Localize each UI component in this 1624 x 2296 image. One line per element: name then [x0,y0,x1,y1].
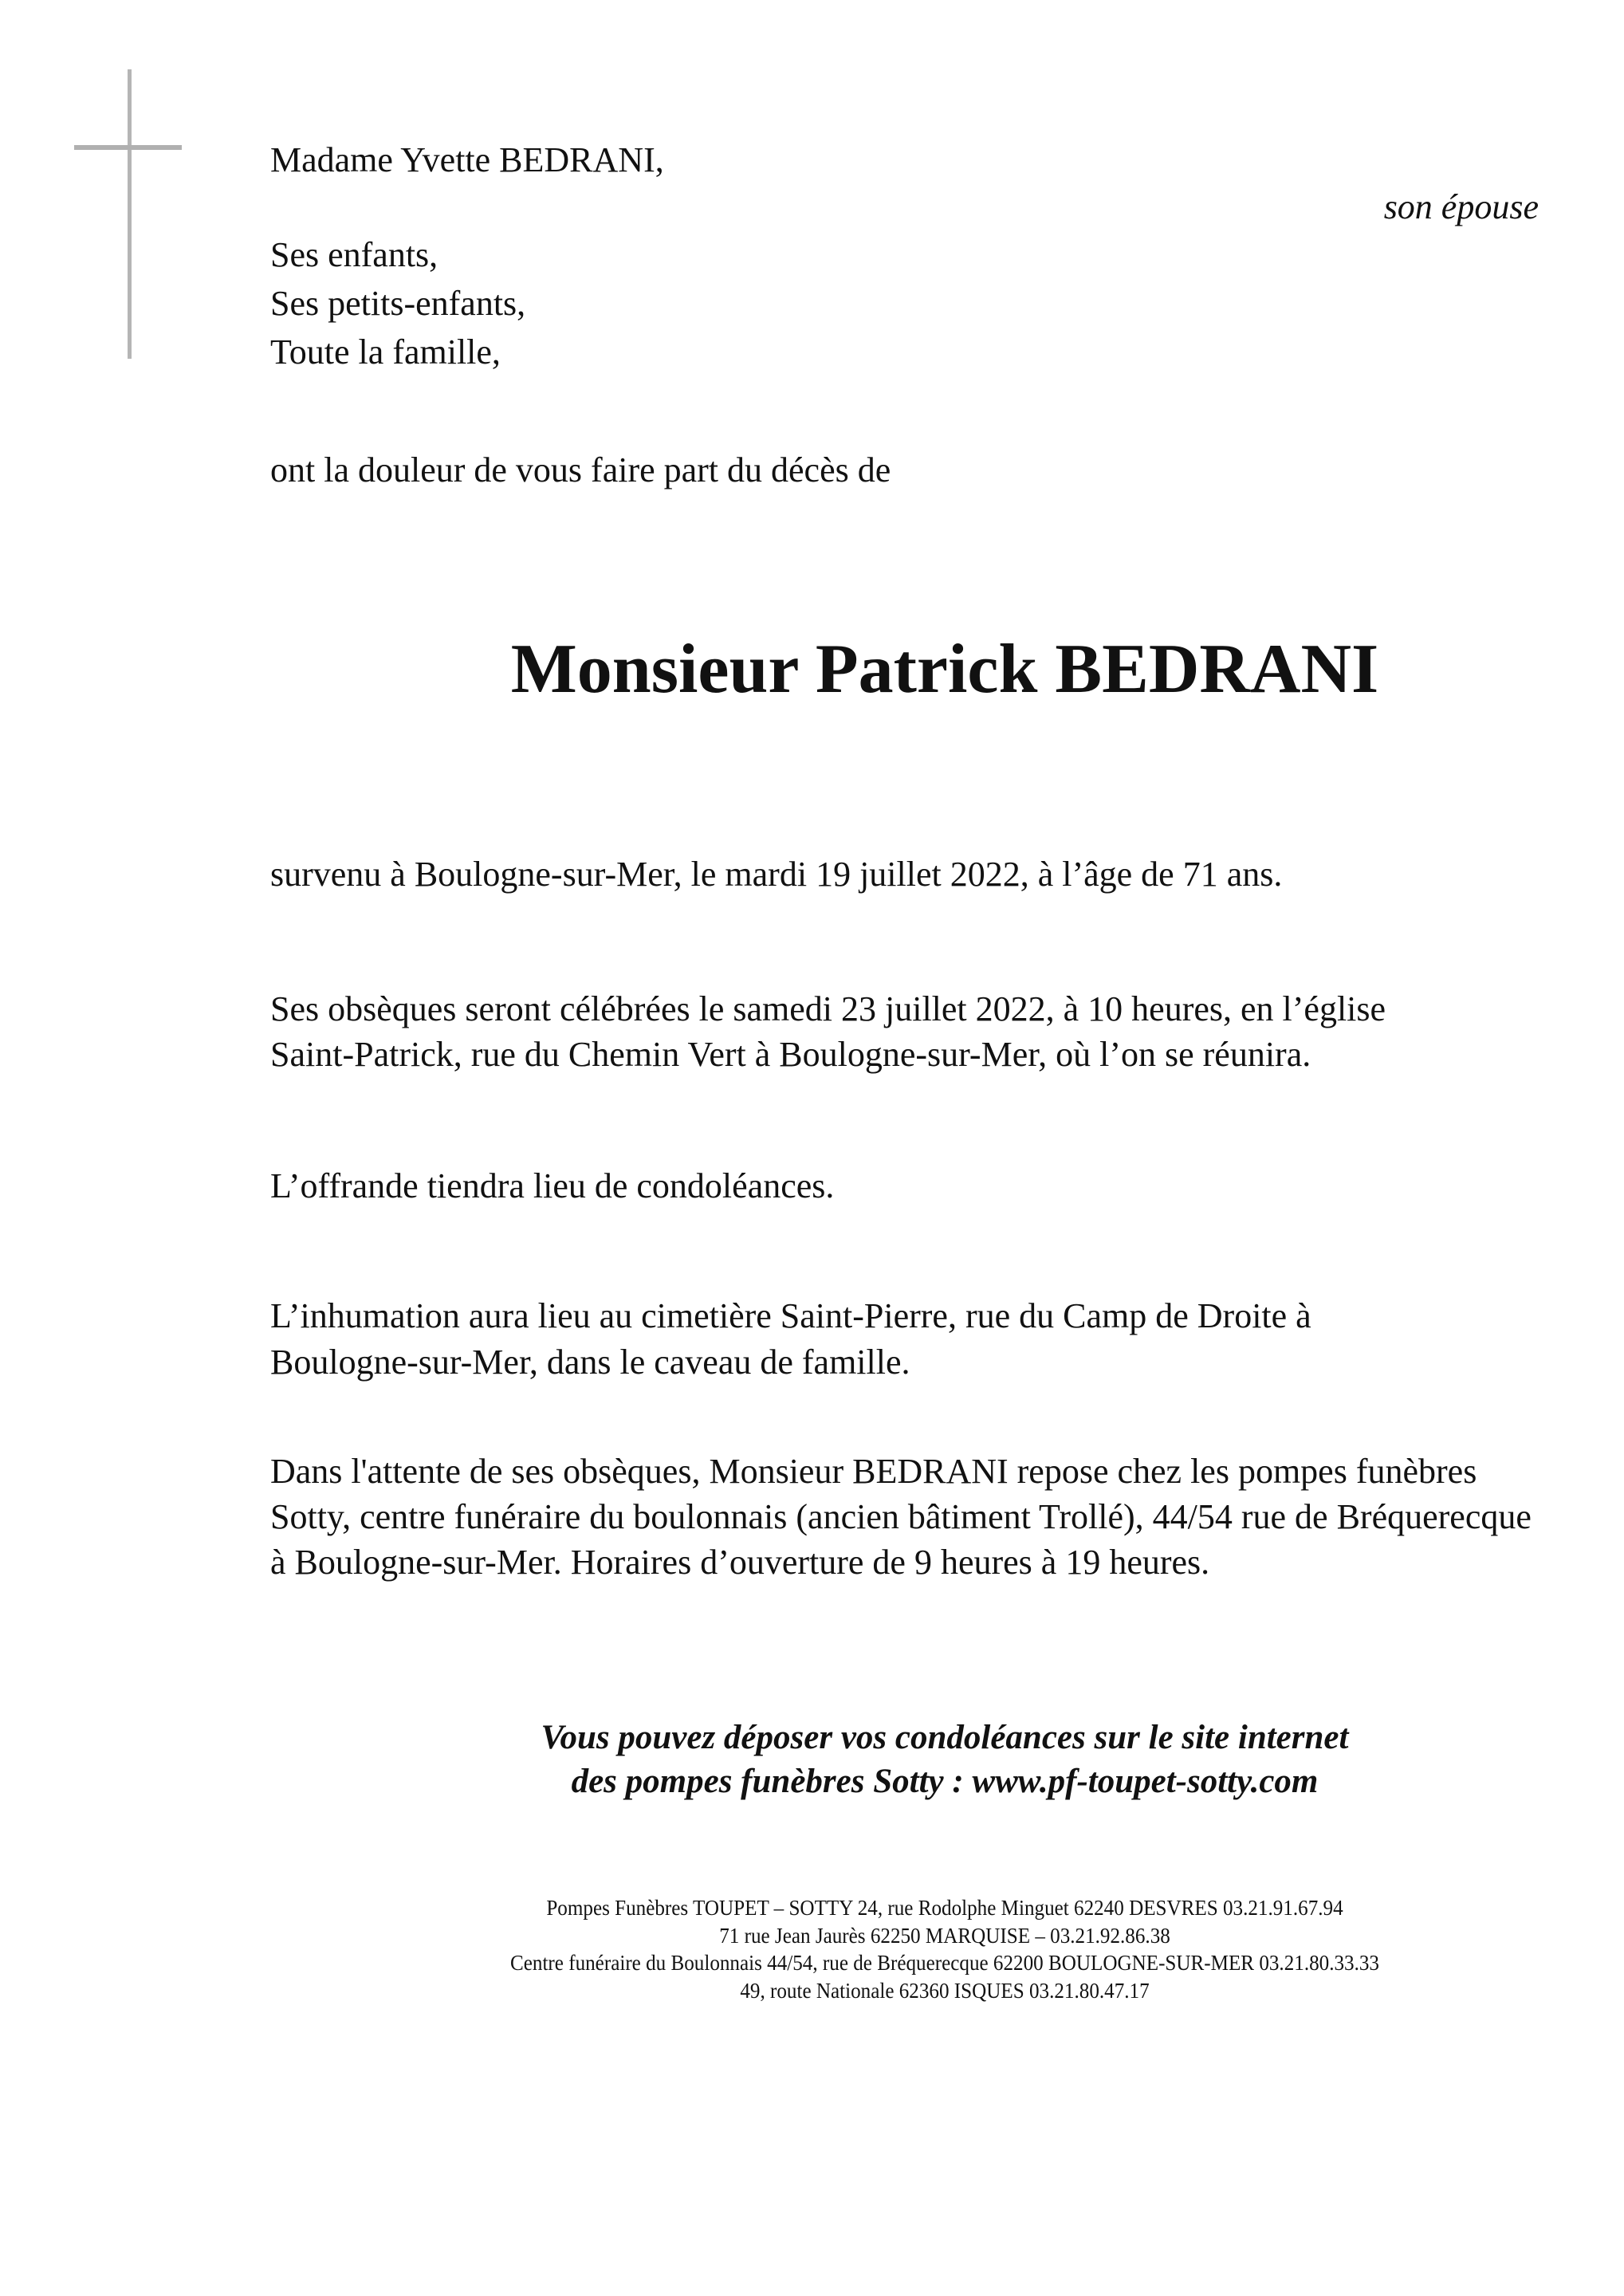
deceased-name: Monsieur Patrick BEDRANI [510,631,1379,708]
footer-line-4: 49, route Nationale 62360 ISQUES 03.21.80.47.17 [740,1978,1150,2003]
family-line: Toute la famille, [270,332,501,372]
condolences-line-1: Vous pouvez déposer vos condoléances sur le site internet [541,1719,1349,1756]
burial-line-2: Boulogne-sur-Mer, dans le caveau de famille. [270,1343,910,1382]
repose-line-1: Dans l'attente de ses obsèques, Monsieur BEDRANI repose chez les pompes funèbres [270,1452,1477,1491]
spouse-name: Madame Yvette BEDRANI, [270,140,664,179]
condolences-line-2[interactable]: des pompes funèbres Sotty : www.pf-toupet-sotty.com [571,1763,1319,1800]
death-info: survenu à Boulogne-sur-Mer, le mardi 19 juillet 2022, à l’âge de 71 ans. [270,855,1283,894]
footer-line-2: 71 rue Jean Jaurès 62250 MARQUISE – 03.21.92.86.38 [719,1923,1170,1948]
children-line: Ses enfants, [270,235,438,274]
grandchildren-line: Ses petits-enfants, [270,284,526,323]
spouse-role: son épouse [1383,187,1539,226]
repose-line-3: à Boulogne-sur-Mer. Horaires d’ouverture de 9 heures à 19 heures. [270,1543,1210,1582]
condolences-notice [0,1716,1624,1803]
funeral-line-1: Ses obsèques seront célébrées le samedi 23 juillet 2022, à 10 heures, en l’église [270,989,1386,1028]
cross-vertical-bar [128,69,132,359]
cross-horizontal-bar [74,145,182,150]
burial-line-1: L’inhumation aura lieu au cimetière Saint-Pierre, rue du Camp de Droite à [270,1296,1311,1335]
funeral-line-2: Saint-Patrick, rue du Chemin Vert à Boulogne-sur-Mer, où l’on se réunira. [270,1035,1311,1074]
funeral-home-footer [66,1894,1624,2004]
offering-text: L’offrande tiendra lieu de condoléances. [270,1166,835,1205]
footer-line-1: Pompes Funèbres TOUPET – SOTTY 24, rue Rodolphe Minguet 62240 DESVRES 03.21.91.67.94 [546,1896,1343,1920]
repose-line-2: Sotty, centre funéraire du boulonnais (ancien bâtiment Trollé), 44/54 rue de Bréquerecque [270,1497,1532,1536]
announcement-text: ont la douleur de vous faire part du décès de [270,450,891,489]
footer-line-3: Centre funéraire du Boulonnais 44/54, rue de Bréquerecque 62200 BOULOGNE-SUR-MER 03.21.80.33.33 [510,1951,1379,1975]
